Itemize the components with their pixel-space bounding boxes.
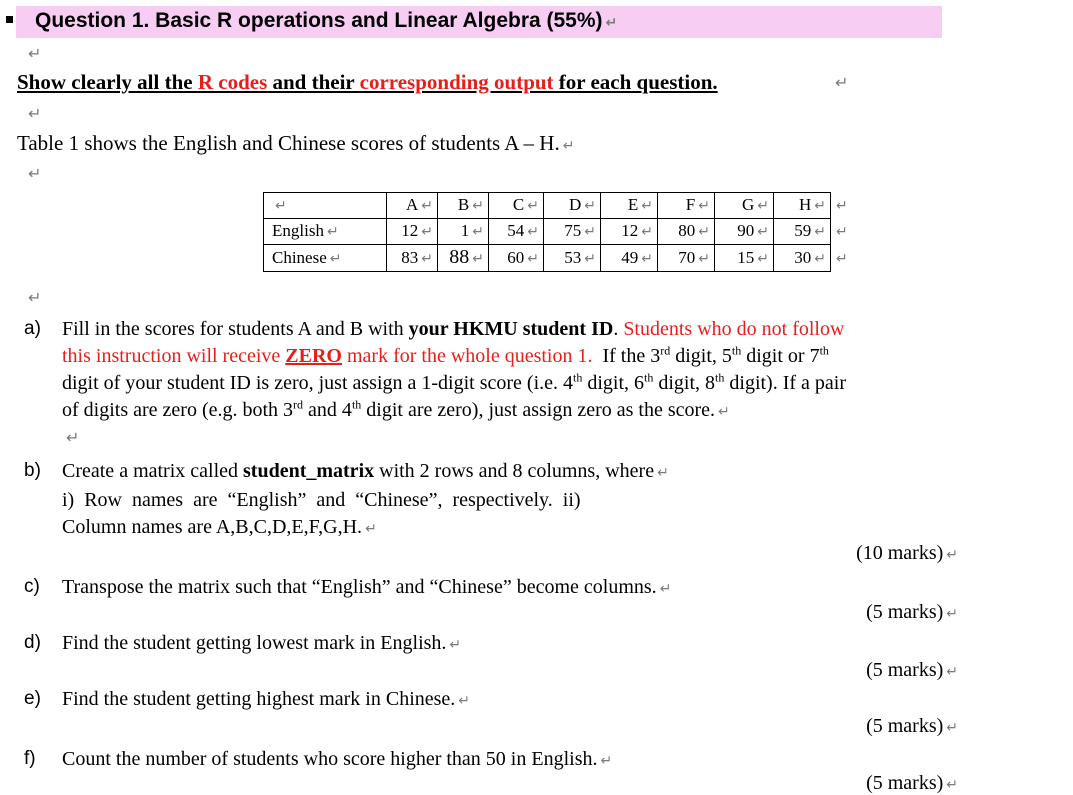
return-arrow-icon: ↵: [946, 606, 958, 622]
score-cell: 53 ↵: [544, 245, 601, 272]
return-arrow-icon: ↵: [472, 198, 484, 214]
column-header: E ↵: [601, 193, 658, 219]
return-arrow-icon: ↵: [659, 581, 672, 597]
column-header: C ↵: [489, 193, 544, 219]
question-c-text: Transpose the matrix such that “English” and “Chinese” become columns. ↵: [62, 576, 672, 598]
score-cell: 30 ↵: [774, 245, 831, 272]
score-cell: 54 ↵: [489, 219, 544, 245]
return-arrow-icon: ↵: [329, 250, 342, 267]
question-e-label: e): [24, 688, 41, 709]
return-arrow-icon: ↵: [946, 777, 958, 793]
square-bullet-icon: [6, 16, 13, 23]
question-a-text: Fill in the scores for students A and B with your HKMU student ID. Students who do not follow this instruction will receive ZERO mark for the whole question 1. If the 3rd digit, 5th digit or 7th digit of your student ID is zero, just assign a 1-digit score (i.e. 4th digit, 6th digit, 8th digit). If a pair of digits are zero (e.g. both 3rd and 4th digit are zero), just assign zero as the score. ↵: [62, 318, 847, 421]
question-f-marks: (5 marks) ↵: [866, 772, 958, 794]
return-arrow-icon: ↵: [28, 288, 42, 307]
table-row: [264, 245, 851, 272]
return-arrow-icon: ↵: [28, 44, 42, 63]
return-arrow-icon: ↵: [421, 250, 433, 267]
column-header: A ↵: [387, 193, 438, 219]
score-cell: 1 ↵: [438, 219, 489, 245]
question-f-text: Count the number of students who score higher than 50 in English. ↵: [62, 748, 613, 770]
row-label: Chinese ↵: [264, 245, 387, 272]
return-arrow-icon: ↵: [698, 198, 710, 214]
question-d-label: d): [24, 632, 41, 653]
return-arrow-icon: ↵: [527, 198, 539, 214]
question-c-marks: (5 marks) ↵: [866, 601, 958, 623]
score-cell: 15 ↵: [715, 245, 774, 272]
score-cell: 88 ↵: [438, 245, 489, 272]
column-header: D ↵: [544, 193, 601, 219]
scores-table: [263, 192, 851, 272]
return-arrow-icon: ↵: [657, 465, 669, 481]
score-cell: 12 ↵: [601, 219, 658, 245]
score-cell: 70 ↵: [658, 245, 715, 272]
return-arrow-icon: ↵: [641, 198, 653, 214]
question-b-text: Create a matrix called student_matrix with 2 rows and 8 columns, where ↵ i) Row names are “English” and “Chinese”, respectively. ii) Column names are A,B,C,D,E,F,G,H. ↵: [62, 460, 669, 538]
return-arrow-icon: ↵: [814, 198, 826, 214]
question-c-label: c): [24, 576, 40, 597]
return-arrow-icon: ↵: [835, 73, 849, 92]
score-cell: 83 ↵: [387, 245, 438, 272]
question-heading: Question 1. Basic R operations and Linear Algebra (55%) ↵: [35, 9, 618, 32]
score-cell: 59 ↵: [774, 219, 831, 245]
return-arrow-icon: ↵: [66, 428, 80, 447]
return-arrow-icon: ↵: [836, 250, 848, 267]
return-arrow-icon: ↵: [757, 224, 769, 240]
question-e-text: Find the student getting highest mark in Chinese. ↵: [62, 688, 471, 710]
score-cell: 60 ↵: [489, 245, 544, 272]
return-arrow-icon: ↵: [421, 224, 433, 240]
question-b-label: b): [24, 460, 41, 481]
row-end-mark: [831, 219, 851, 245]
return-arrow-icon: ↵: [449, 637, 462, 653]
row-end-mark: [831, 245, 851, 272]
return-arrow-icon: ↵: [946, 547, 958, 563]
question-f-label: f): [24, 748, 36, 769]
return-arrow-icon: ↵: [600, 753, 613, 769]
return-arrow-icon: ↵: [527, 250, 539, 267]
return-arrow-icon: ↵: [275, 198, 287, 214]
return-arrow-icon: ↵: [836, 198, 848, 214]
return-arrow-icon: ↵: [584, 250, 596, 267]
return-arrow-icon: ↵: [757, 250, 769, 267]
table-intro: Table 1 shows the English and Chinese scores of students A – H. ↵: [17, 131, 575, 155]
return-arrow-icon: ↵: [326, 224, 339, 240]
column-header: G ↵: [715, 193, 774, 219]
question-b-marks: (10 marks) ↵: [856, 542, 958, 564]
return-arrow-icon: ↵: [28, 164, 42, 183]
return-arrow-icon: ↵: [718, 404, 730, 420]
return-arrow-icon: ↵: [562, 138, 575, 154]
return-arrow-icon: ↵: [28, 104, 42, 123]
return-arrow-icon: ↵: [605, 15, 618, 31]
column-header: B ↵: [438, 193, 489, 219]
score-cell: 75 ↵: [544, 219, 601, 245]
return-arrow-icon: ↵: [814, 250, 826, 267]
return-arrow-icon: ↵: [458, 693, 471, 709]
table-header-row: [264, 193, 851, 219]
return-arrow-icon: ↵: [472, 251, 484, 267]
row-label: English ↵: [264, 219, 387, 245]
return-arrow-icon: ↵: [698, 224, 710, 240]
return-arrow-icon: ↵: [757, 198, 769, 214]
question-a-label: a): [24, 318, 41, 339]
column-header: H ↵: [774, 193, 831, 219]
score-cell: 80 ↵: [658, 219, 715, 245]
table-corner-cell: [264, 193, 387, 219]
return-arrow-icon: ↵: [946, 720, 958, 736]
column-header: F ↵: [658, 193, 715, 219]
return-arrow-icon: ↵: [814, 224, 826, 240]
return-arrow-icon: ↵: [365, 521, 377, 537]
return-arrow-icon: ↵: [641, 250, 653, 267]
score-cell: 12 ↵: [387, 219, 438, 245]
return-arrow-icon: ↵: [527, 224, 539, 240]
question-d-marks: (5 marks) ↵: [866, 659, 958, 681]
score-cell: 90 ↵: [715, 219, 774, 245]
return-arrow-icon: ↵: [836, 224, 848, 240]
return-arrow-icon: ↵: [584, 198, 596, 214]
return-arrow-icon: ↵: [584, 224, 596, 240]
score-cell: 49 ↵: [601, 245, 658, 272]
return-arrow-icon: ↵: [472, 224, 484, 240]
question-e-marks: (5 marks) ↵: [866, 715, 958, 737]
instruction-line: Show clearly all the R codes and their corresponding output for each question.: [17, 70, 718, 94]
return-arrow-icon: ↵: [946, 664, 958, 680]
return-arrow-icon: ↵: [641, 224, 653, 240]
row-end-mark: [831, 193, 851, 219]
table-row: [264, 219, 851, 245]
return-arrow-icon: ↵: [421, 198, 433, 214]
return-arrow-icon: ↵: [698, 250, 710, 267]
question-d-text: Find the student getting lowest mark in English. ↵: [62, 632, 462, 654]
